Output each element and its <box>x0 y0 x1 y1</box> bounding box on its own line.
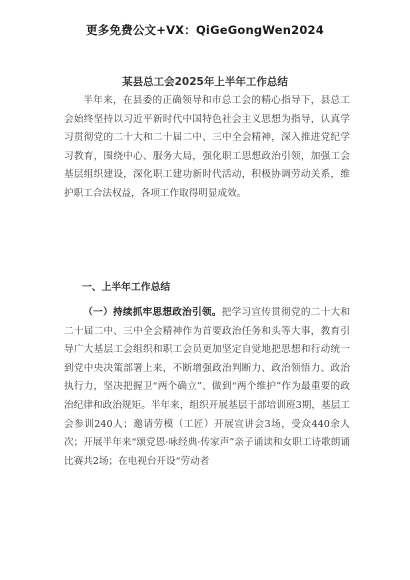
intro-text: 半年来，在县委的正确领导和市总工会的精心指导下，县总工会始终坚持以习近平新时代中国特色社会主义思想为指导，认真学习贯彻党的二十大和二十届二中、三中全会精神，深入推进党纪学习教育，围绕中心、服务大局，强化职工思想政治引领，加强工会基层组织建设，深化职工建功新时代活动，积极协调劳动关系，维护职工合法权益，各项工作取得明显成效。 <box>64 95 350 199</box>
document-title: 某县总工会2025年上半年工作总结 <box>122 76 288 88</box>
item-text: 把学习宣传贯彻党的二十大和二十届二中、三中全会精神作为首要政治任务和头等大事，教育引导广大基层工会组织和职工会员更加坚定自觉地把思想和行动统一到党中央决策部署上来，不断增强政治判断力、政治领悟力、政治执行力，坚决把握卫“两个确立”、做到“两个维护”作为最重要的政治纪律和政治规矩。半年来，组织开展基层干部培训班3期，基层工会参训240人；邀请劳模（工匠）开展宣讲会3场，受众440余人次；开展半年来“颂党恩·咏经典·传家声”亲子诵读和女职工诗歌朗诵比赛共2场；在电视台开设“劳动者 <box>64 307 351 467</box>
intro-paragraph <box>64 92 350 204</box>
section-heading: 一、上半年工作总结 <box>82 282 171 293</box>
header-banner: 更多免费公文+VX：QiGeGongWen2024 <box>86 23 324 37</box>
item-heading: （一）持续抓牢思想政治引领。 <box>83 307 222 318</box>
item-paragraph <box>64 304 350 471</box>
